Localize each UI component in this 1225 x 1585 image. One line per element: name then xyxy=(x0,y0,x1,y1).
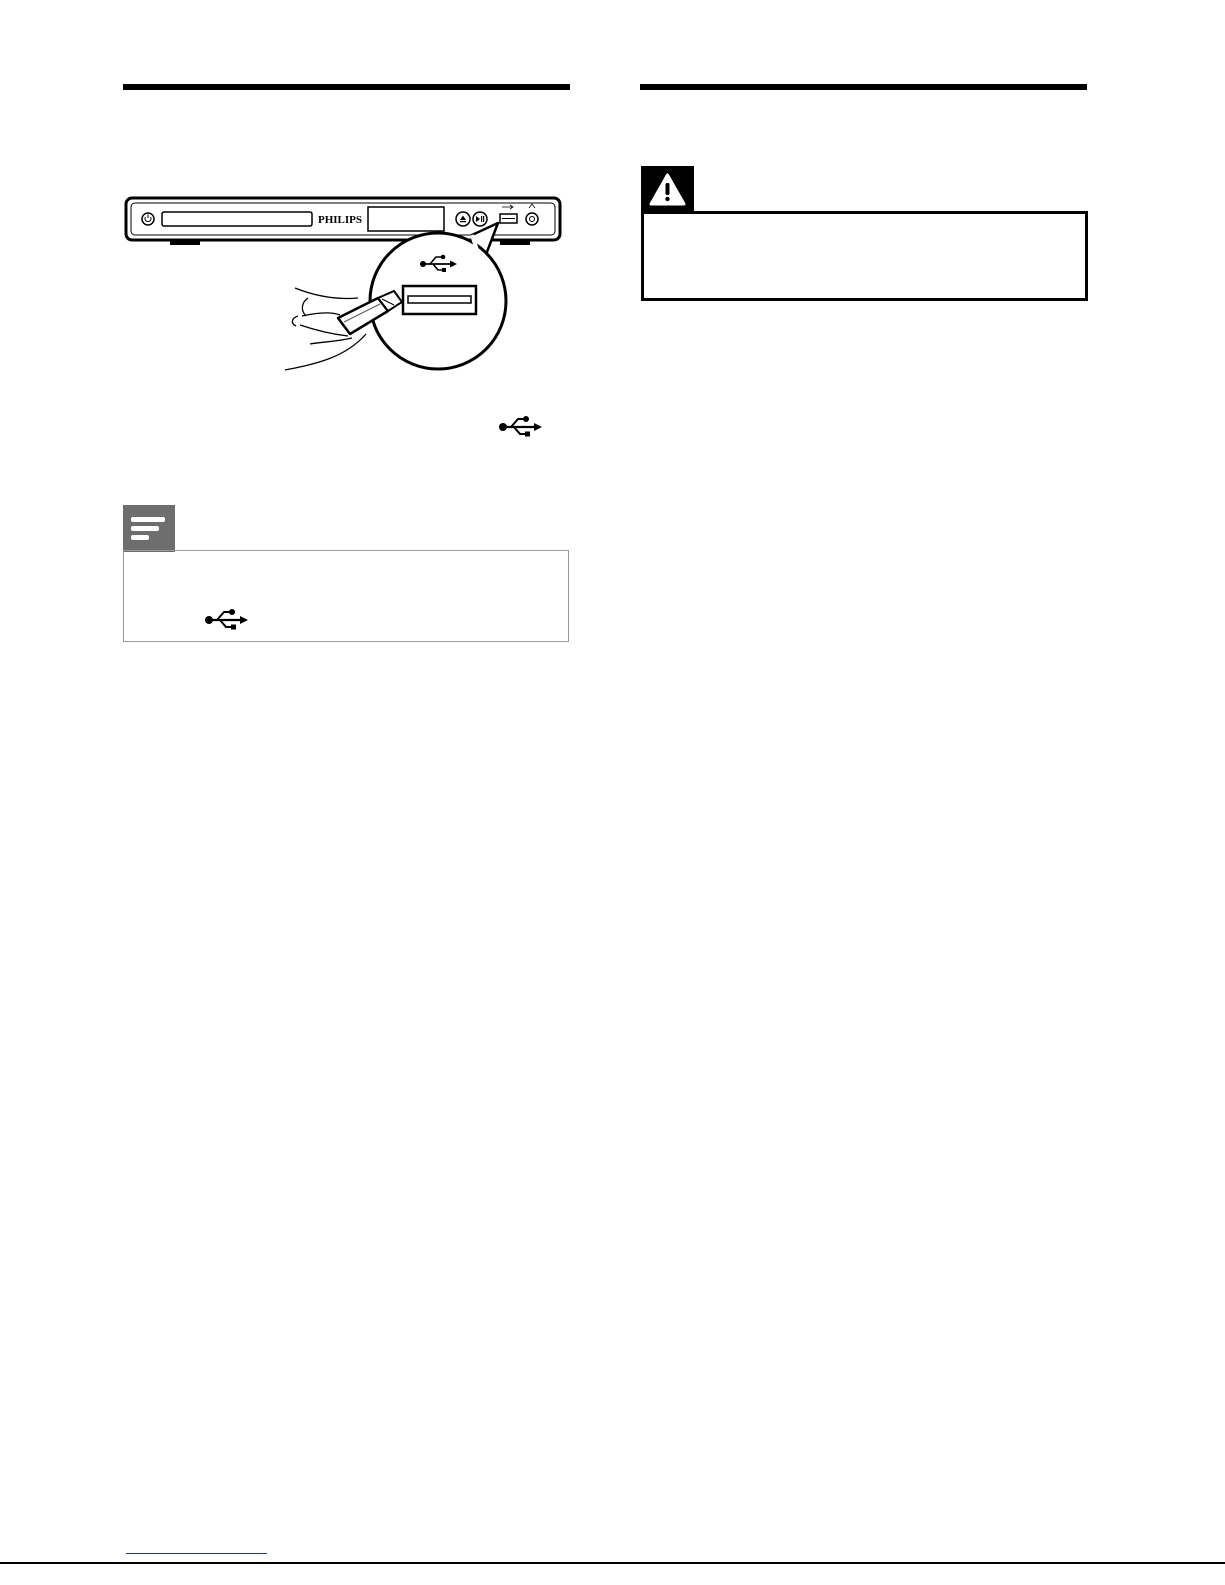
left-section-rule xyxy=(123,84,570,90)
brand-logo: PHILIPS xyxy=(317,214,363,226)
power-icon xyxy=(142,213,154,225)
usb-icon xyxy=(498,414,544,440)
right-section-rule xyxy=(640,84,1087,90)
warning-icon xyxy=(641,166,694,214)
play-pause-icon xyxy=(473,212,487,226)
disc-tray xyxy=(162,212,312,226)
note-box xyxy=(123,550,569,642)
warning-box xyxy=(641,211,1088,301)
eject-icon xyxy=(456,212,470,226)
note-icon xyxy=(123,505,175,552)
footer-link-underline[interactable] xyxy=(126,1553,267,1554)
display-window xyxy=(368,207,444,231)
usb-connection-illustration xyxy=(120,188,570,378)
warning-tab xyxy=(641,166,694,214)
usb-icon xyxy=(204,607,250,633)
footer-rule xyxy=(0,1562,1225,1564)
